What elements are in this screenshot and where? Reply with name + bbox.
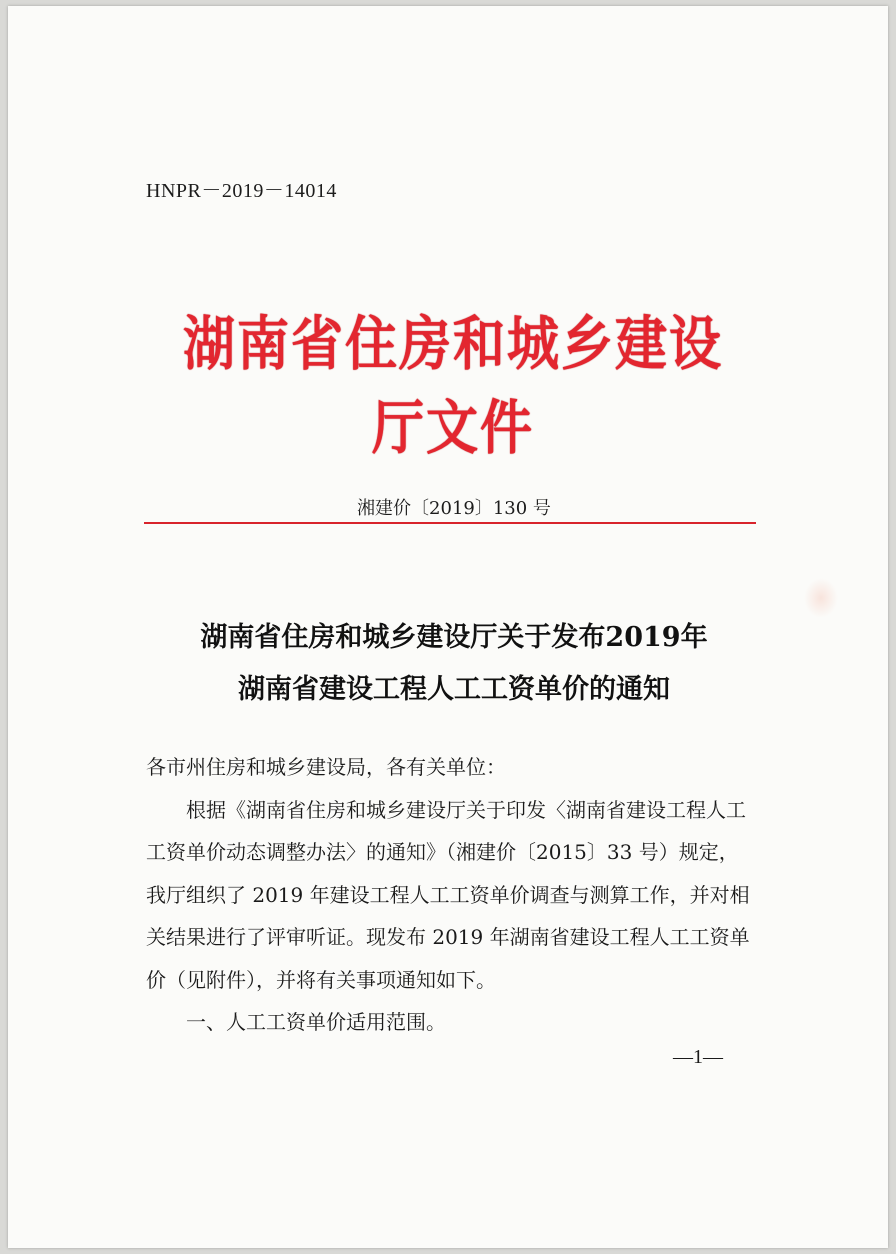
red-divider-line	[144, 522, 756, 524]
reference-number: 湘建价〔2019〕130 号	[357, 498, 551, 519]
document-code: HNPR－2019－14014	[146, 180, 337, 202]
document-body	[146, 746, 758, 1044]
title-line-2: 湖南省建设工程人工工资单价的通知	[238, 674, 670, 705]
page-number: —1—	[673, 1046, 723, 1068]
section-1-heading: 一、人工工资单价适用范围。	[186, 1010, 446, 1034]
paragraph-1: 根据《湖南省住房和城乡建设厅关于印发〈湖南省建设工程人工工资单价动态调整办法〉的通知》（湘建价〔2015〕33 号）规定，我厅组织了 2019 年建设工程人工工资单价调查与测算工作，并对相关结果进行了评审听证。现发布 2019 年湖南省建设工程人工工资单价（见附件），并将有关事项通知如下。	[146, 797, 750, 992]
salutation: 各市州住房和城乡建设局，各有关单位：	[146, 755, 506, 779]
issuer-header: 湖南省住房和城乡建设厅文件	[182, 311, 723, 463]
document-page	[8, 6, 888, 1248]
title-line-1: 湖南省住房和城乡建设厅关于发布2019年	[200, 622, 708, 653]
document-title	[148, 612, 760, 716]
paper-smudge	[804, 578, 838, 618]
